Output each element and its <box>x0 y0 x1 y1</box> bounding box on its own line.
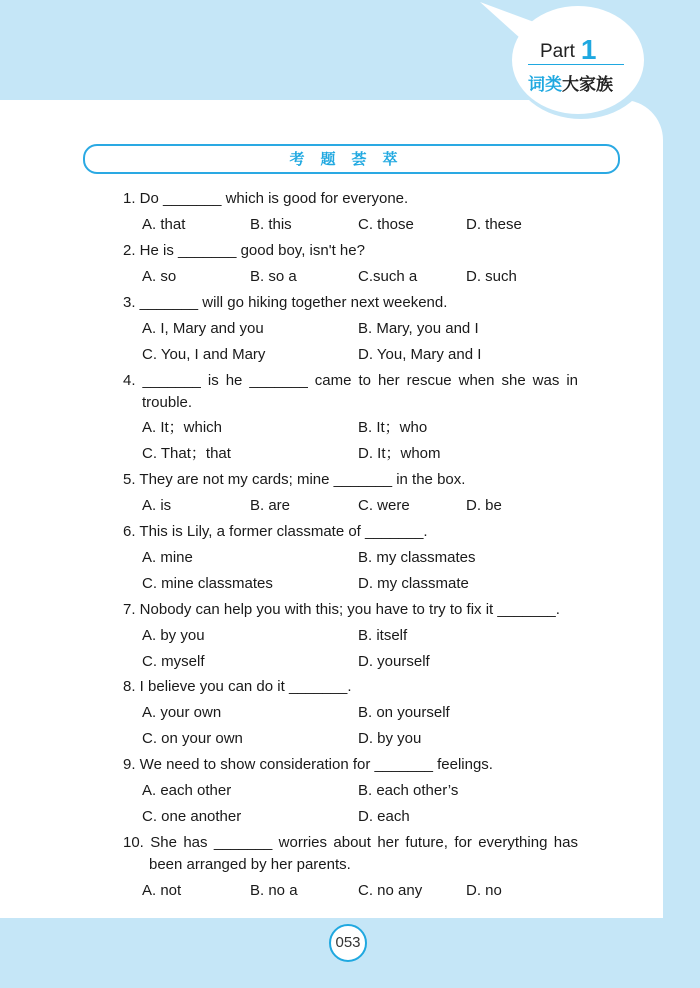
option: C. mine classmates <box>142 575 273 592</box>
option: B. Mary, you and I <box>358 320 479 337</box>
section-title <box>528 70 613 95</box>
option: A. so <box>142 268 177 285</box>
option: D. each <box>358 808 410 825</box>
option: B. itself <box>358 627 408 644</box>
option: D. such <box>466 268 517 285</box>
option: B. are <box>250 497 291 514</box>
option: A. each other <box>142 782 232 799</box>
section-banner: 考题荟萃 <box>83 144 620 174</box>
option: D. It；whom <box>358 445 441 462</box>
option: D. You, Mary and I <box>358 346 482 363</box>
part-label: Part <box>540 41 575 62</box>
question-stem: 8. I believe you can do it _______. <box>123 678 352 695</box>
option: B. no a <box>250 882 298 899</box>
option: D. no <box>466 882 502 899</box>
option: A. your own <box>142 704 222 721</box>
question-stem: 3. _______ will go hiking together next weekend. <box>123 294 448 311</box>
option: C. one another <box>142 808 242 825</box>
option: C. no any <box>358 882 423 899</box>
section-title-b: 大家族 <box>562 75 613 94</box>
option: B. so a <box>250 268 297 285</box>
speech-bubble <box>478 0 658 135</box>
option: B. this <box>250 216 292 233</box>
page-number: 053 <box>329 924 367 962</box>
question-stem: 6. This is Lily, a former classmate of _______. <box>123 523 428 540</box>
question-stem <box>123 370 578 414</box>
option: B. on yourself <box>358 704 450 721</box>
option: A. is <box>142 497 172 514</box>
option: A. by you <box>142 627 205 644</box>
section-title-a: 词类 <box>528 75 562 94</box>
question-stem: 7. Nobody can help you with this; you have to try to fix it _______. <box>123 601 560 618</box>
option: C. myself <box>142 653 205 670</box>
option: A. that <box>142 216 186 233</box>
question-stem: 2. He is _______ good boy, isn't he? <box>123 242 365 259</box>
question-stem: 9. We need to show consideration for _______ feelings. <box>123 756 493 773</box>
option: C. That；that <box>142 445 231 462</box>
option: D. these <box>466 216 522 233</box>
option: C. on your own <box>142 730 243 747</box>
option: C. were <box>358 497 410 514</box>
option: C. those <box>358 216 414 233</box>
question-stem: 5. They are not my cards; mine _______ in the box. <box>123 471 466 488</box>
question-stem-line: 10. She has _______ worries about her future, for everything has <box>123 834 578 851</box>
option: C. You, I and Mary <box>142 346 266 363</box>
option: A. not <box>142 882 182 899</box>
part-number: 1 <box>580 34 597 65</box>
option: A. mine <box>142 549 193 566</box>
option: C.such a <box>358 268 418 285</box>
option: B. my classmates <box>358 549 476 566</box>
option: B. each other’s <box>358 782 459 799</box>
question-stem: 1. Do _______ which is good for everyone. <box>123 190 409 207</box>
question-stem <box>123 832 578 876</box>
question-stem-line: been arranged by her parents. <box>149 856 351 873</box>
option: A. It；which <box>142 419 223 436</box>
option: D. yourself <box>358 653 430 670</box>
question-stem-line: trouble. <box>142 394 193 411</box>
page-card <box>0 100 663 918</box>
option: A. I, Mary and you <box>142 320 264 337</box>
option: D. my classmate <box>358 575 469 592</box>
part-heading <box>540 32 630 64</box>
question-stem-line: 4. _______ is he _______ came to her rescue when she was in <box>123 372 578 389</box>
option: D. be <box>466 497 502 514</box>
option: B. It；who <box>358 419 428 436</box>
part-divider <box>528 64 624 65</box>
option: D. by you <box>358 730 422 747</box>
